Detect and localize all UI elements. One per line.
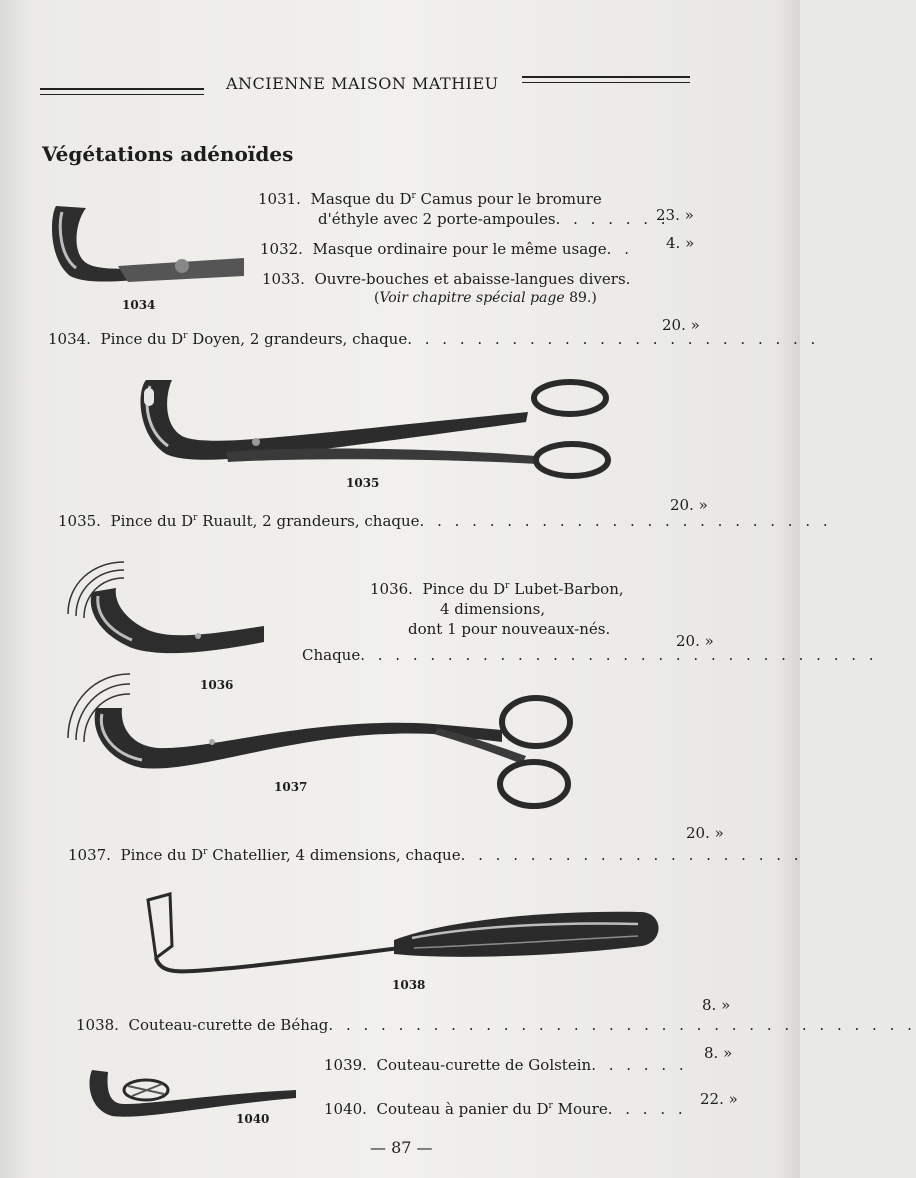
header-rule-left: [40, 88, 204, 90]
item-number: 1032.: [260, 240, 303, 258]
item-1032: 1032. Masque ordinaire pour le même usage. .: [260, 240, 633, 258]
item-1036: [370, 580, 624, 598]
item-text-cont: Doyen, 2 grandeurs, chaque: [187, 330, 408, 348]
price-1035: 20. »: [670, 496, 708, 514]
note-page: 89.): [564, 290, 597, 306]
item-text-cont: Ruault, 2 grandeurs, chaque: [197, 512, 420, 530]
price-1032: 4. »: [666, 234, 695, 252]
figure-label-1036: 1036: [200, 678, 234, 692]
figure-label-1038: 1038: [392, 978, 426, 992]
item-1031-line2: d'éthyle avec 2 porte-ampoules. . . . . . .: [318, 210, 670, 228]
price-1031: 23. »: [656, 206, 694, 224]
price-1037: 20. »: [686, 824, 724, 842]
item-sup: r: [505, 581, 510, 591]
item-number: 1031.: [258, 190, 301, 208]
item-text: Pince du D: [110, 512, 194, 530]
item-text: Chaque: [302, 646, 361, 664]
figure-label-1034: 1034: [122, 298, 156, 312]
item-text: Masque ordinaire pour le même usage: [312, 240, 607, 258]
item-text: Ouvre-bouches et abaisse-langues divers.: [314, 270, 631, 288]
price-1038: 8. »: [702, 996, 731, 1014]
illustration-behag-curette: [142, 888, 662, 984]
price-1036: 20. »: [676, 632, 714, 650]
item-number: 1035.: [58, 512, 101, 530]
illustration-lubet-barbon-forceps: [62, 556, 268, 666]
item-1036-line2: 4 dimensions,: [440, 600, 546, 618]
item-number: 1034.: [48, 330, 91, 348]
running-header: ANCIENNE MAISON MATHIEU: [226, 74, 499, 93]
item-text: Masque du D: [310, 190, 412, 208]
item-sup: r: [193, 513, 198, 523]
item-1031: [258, 190, 602, 208]
item-text-cont: Moure: [552, 1100, 608, 1118]
header-rule-right-thin: [522, 82, 690, 83]
item-sup: r: [183, 331, 188, 341]
item-sup: r: [548, 1101, 553, 1111]
item-1034: 1034. Pince du $D^r$ Doyen, 2 grandeurs, chaque. . . . . . . . . . . . . . . . . . . . . . . .: [48, 330, 820, 348]
header-rule-left-thin: [40, 94, 204, 95]
item-1036-line4: Chaque. . . . . . . . . . . . . . . . . . . . . . . . . . . . . .: [302, 646, 878, 664]
item-text: Couteau-curette de Béhag: [128, 1016, 329, 1034]
note-text: Voir chapitre spécial page: [379, 290, 565, 306]
item-text: Pince du D: [422, 580, 506, 598]
figure-label-1037: 1037: [274, 780, 308, 794]
item-number: 1038.: [76, 1016, 119, 1034]
item-1036-line3: dont 1 pour nouveaux-nés.: [408, 620, 611, 638]
price-1040: 22. »: [700, 1090, 738, 1108]
item-number: 1040.: [324, 1100, 367, 1118]
item-text: Pince du D: [120, 846, 204, 864]
item-1040: 1040. Couteau à panier du $D^r$ Moure. . . . .: [324, 1100, 687, 1118]
illustration-ruault-forceps: [136, 372, 616, 484]
illustration-chatellier-forceps: [62, 668, 592, 818]
item-number: 1033.: [262, 270, 305, 288]
section-title: Végétations adénoïdes: [42, 142, 294, 166]
page-number: — 87 —: [370, 1138, 433, 1157]
header-rule-right: [522, 76, 690, 78]
item-1033-note: [374, 290, 597, 306]
illustration-doyen-forceps: [48, 196, 248, 296]
item-text: Couteau-curette de Golstein: [376, 1056, 592, 1074]
note-paren: (: [374, 290, 380, 306]
item-text: Pince du D: [100, 330, 184, 348]
item-text-cont: Lubet-Barbon,: [509, 580, 624, 598]
item-number: 1036.: [370, 580, 413, 598]
item-sup: r: [411, 191, 416, 201]
item-1033: [262, 270, 630, 288]
price-1034: 20. »: [662, 316, 700, 334]
price-1039: 8. »: [704, 1044, 733, 1062]
item-1035: 1035. Pince du $D^r$ Ruault, 2 grandeurs, chaque. . . . . . . . . . . . . . . . . . . . . . . .: [58, 512, 832, 530]
item-sup: r: [203, 847, 208, 857]
item-1039: 1039. Couteau-curette de Golstein. . . . . .: [324, 1056, 688, 1074]
item-text-cont: Camus pour le bromure: [415, 190, 602, 208]
figure-label-1040: 1040: [236, 1112, 270, 1126]
item-text: Couteau à panier du D: [376, 1100, 549, 1118]
figure-label-1035: 1035: [346, 476, 380, 490]
item-1037: 1037. Pince du $D^r$ Chatellier, 4 dimensions, chaque. . . . . . . . . . . . . . . . . . . .: [68, 846, 803, 864]
item-text-cont: Chatellier, 4 dimensions, chaque: [207, 846, 461, 864]
item-text: d'éthyle avec 2 porte-ampoules: [318, 210, 556, 228]
item-number: 1039.: [324, 1056, 367, 1074]
item-1038: 1038. Couteau-curette de Béhag. . . . . . . . . . . . . . . . . . . . . . . . . . . . . . . . . .: [76, 1016, 916, 1034]
item-number: 1037.: [68, 846, 111, 864]
